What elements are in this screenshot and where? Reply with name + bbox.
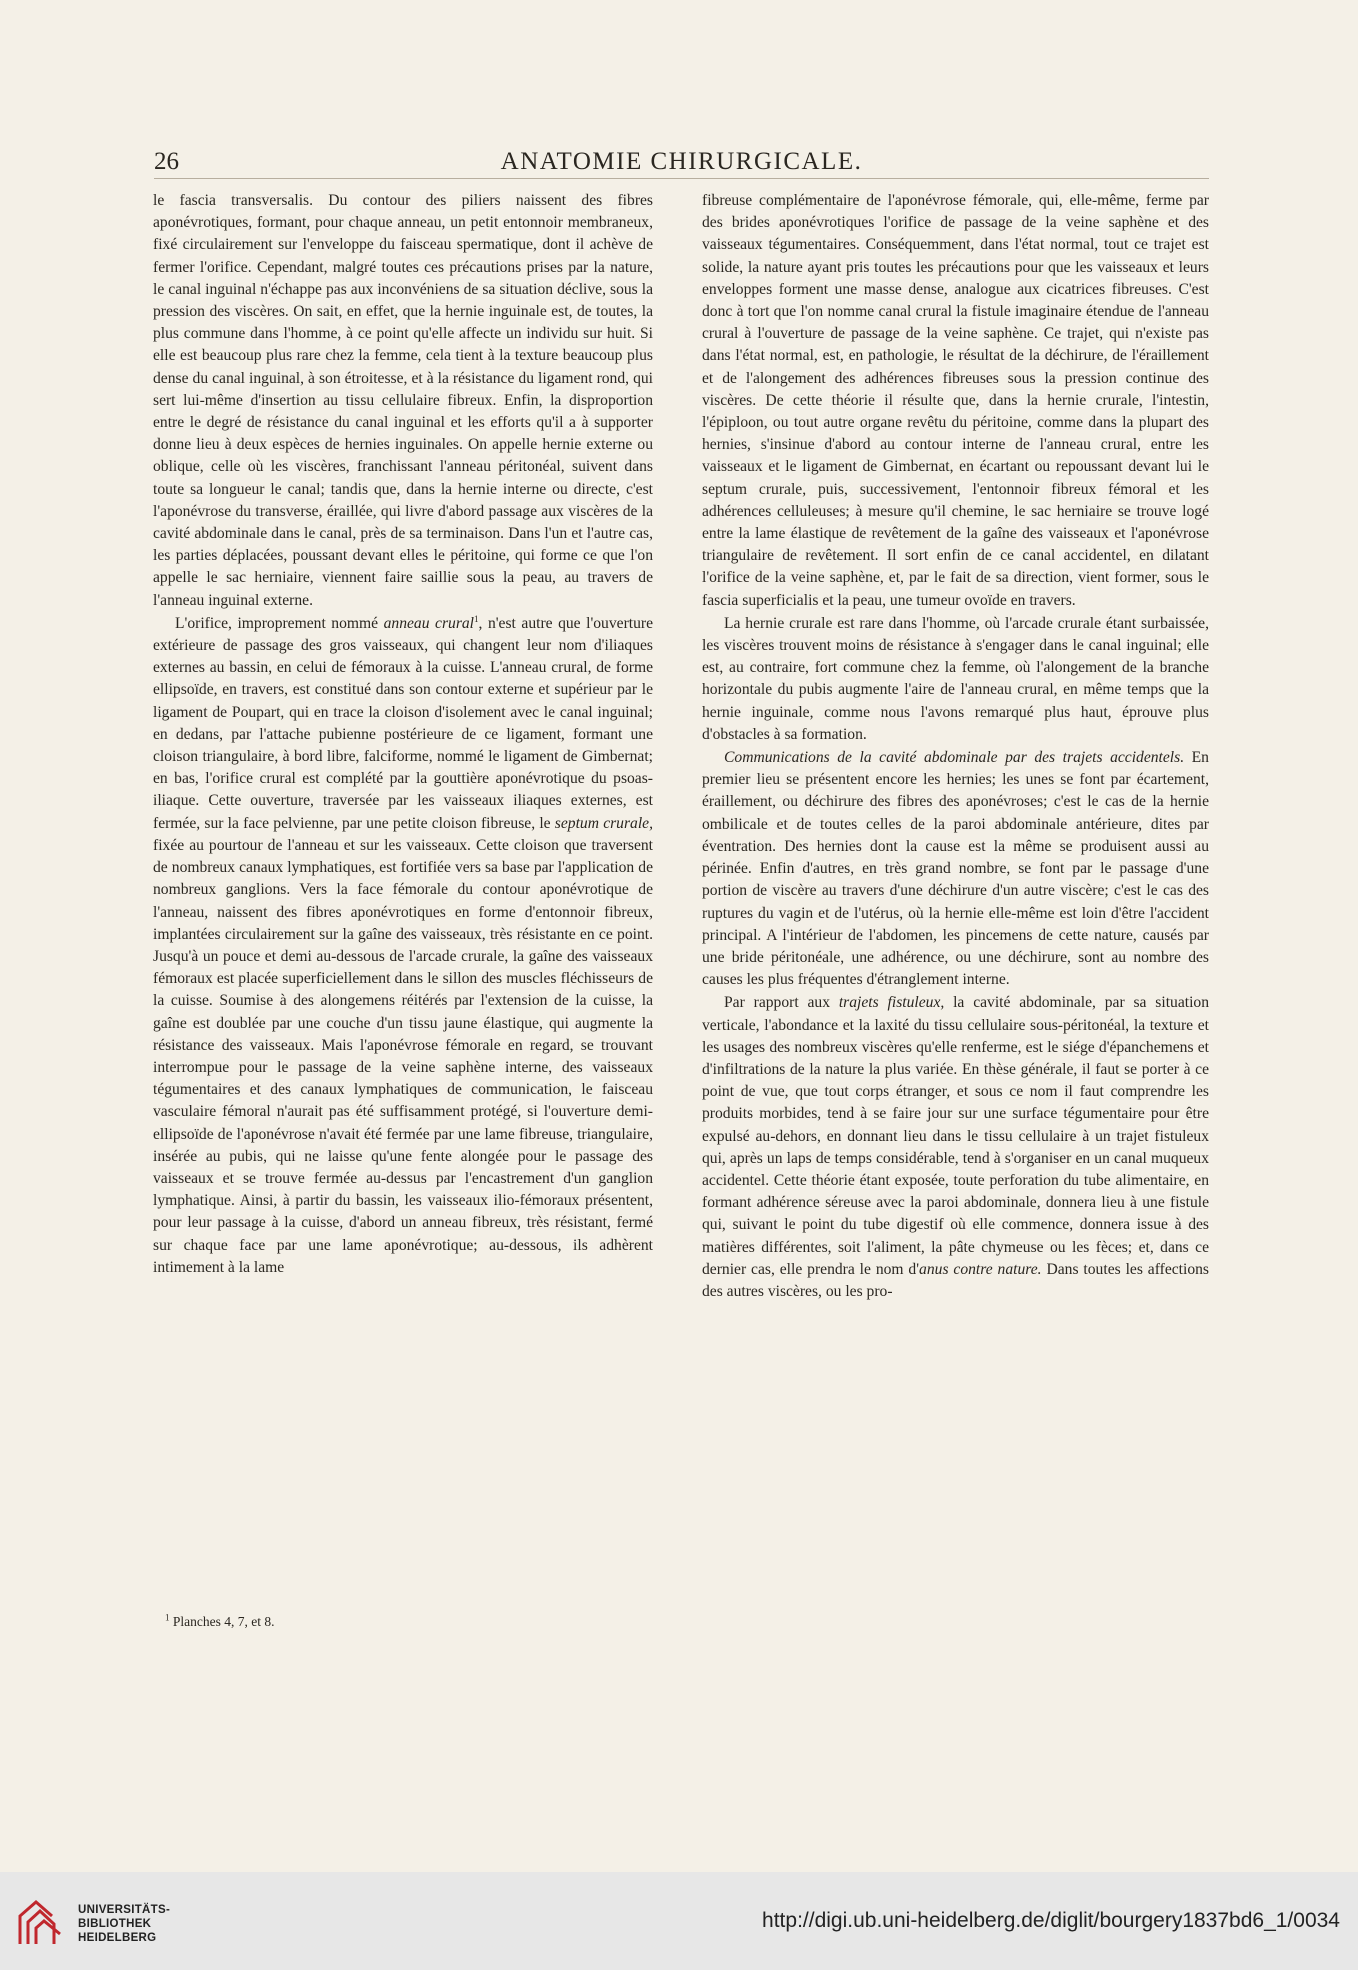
italic-term: anus contre nature. (919, 1260, 1042, 1278)
right-paragraph-2: La hernie crurale est rare dans l'homme, où l'arcade crurale étant surbaissée, les viscères trouvent moins de résistance à s'engager dans le canal inguinal; elle est, au contraire, fort commune chez la femme, où l'alongement de la branche horizontale du pubis augmente l'aire de l'anneau crural, en même temps que la hernie inguinale, comme nous l'avons remarqué plus haut, éprouve plus d'obstacles à sa formation. (702, 614, 1209, 743)
left-column (153, 190, 653, 1279)
source-url-link[interactable]: http://digi.ub.uni-heidelberg.de/diglit/bourgery1837bd6_1/0034 (762, 1909, 1340, 1932)
right-column (702, 190, 1209, 1303)
right-paragraph-4 (702, 992, 1209, 1303)
heidelberg-library-logo-icon[interactable] (14, 1894, 66, 1950)
header-rule (154, 178, 1209, 179)
footnote (165, 1614, 274, 1630)
italic-heading: Communications de la cavité abdominale par des trajets accidentels. (724, 749, 1185, 767)
italic-term: septum crurale, (554, 814, 653, 832)
italic-term: anneau crural (383, 614, 475, 632)
left-paragraph-2 (153, 613, 653, 1279)
text-run: L'orifice, improprement nommé (175, 614, 384, 632)
text-run: la cavité abdominale, par sa situation verticale, l'abondance et la laxité du tissu cellulaire sous-péritonéal, la texture et les usages des nombreux viscères qu'elle renferme, est le siége d'épanchemens et d'infiltrations de la nature la plus variée. En thèse générale, il faut se porter à ce point de vue, que tout corps étranger, et sous ce nom il faut comprendre les produits morbides, tend à se faire jour sur une surface tégumentaire pour être expulsé au-dehors, en donnant lieu dans le tissu cellulaire à un trajet fistuleux qui, après un laps de temps considérable, tend à s'organiser en un canal muqueux accidentel. Cette théorie étant exposée, toute perforation du tube alimentaire, en formant adhérence séreuse avec la paroi abdominale, donnera lieu à une fistule qui, suivant le point du tube digestif où elle commence, donnera issue à des matières différentes, soit l'aliment, la pâte chymeuse ou les fèces; et, dans ce dernier cas, elle prendra le nom d' (702, 994, 1210, 1278)
text-run: fixée au pourtour de l'anneau et sur les vaisseaux. Cette cloison que traversent de nombreux canaux lymphatiques, est fortifiée vers sa base par l'application de nombreux ganglions. Vers la face fémorale du contour aponévrotique de l'anneau, naissent des fibres aponévrotiques en forme d'entonnoir fibreux, implantées circulairement sur la gaîne des vaisseaux, très résistante en ce point. Jusqu'à un pouce et demi au-dessous de l'arcade crurale, la gaîne des vaisseaux fémoraux est placée superficiellement dans le sillon des muscles fléchisseurs de la cuisse. Soumise à des alongemens réitérés par l'extension de la cuisse, la gaîne est doublée par une couche d'un tissu jaune élastique, qui augmente la résistance des vaisseaux. Mais l'aponévrose fémorale en regard, se trouvant interrompue pour le passage de la veine saphène interne, des vaisseaux tégumentaires et des canaux lymphatiques de communication, le faisceau vasculaire fémoral n'aurait pas été suffisamment protégé, si l'ouverture demi-ellipsoïde de l'aponévrose n'avait été fermée par une lame fibreuse, triangulaire, insérée au pubis, qui ne laisse qu'une fente alongée pour le passage des vaisseaux et se trouve fermée au-dessus par l'encastrement d'un ganglion lymphatique. Ainsi, à partir du bassin, les vaisseaux ilio-fémoraux présentent, pour leur passage à la cuisse, d'abord un anneau fibreux, très résistant, fermé sur chaque face par une lame aponévrotique; au-dessous, ils adhèrent intimement à la lame (153, 836, 653, 1276)
left-paragraph-1: le fascia transversalis. Du contour des piliers naissent des fibres aponévrotiques, formant, pour chaque anneau, un petit entonnoir membraneux, fixé circulairement sur l'enveloppe du faisceau spermatique, dont il achève de fermer l'orifice. Cependant, malgré toutes ces précautions prises par la nature, le canal inguinal n'échappe pas aux inconvéniens de sa situation déclive, sous la pression des viscères. On sait, en effet, que la hernie inguinale est, de toutes, la plus commune dans l'homme, à ce point qu'elle affecte un individu sur huit. Si elle est beaucoup plus rare chez la femme, cela tient à la texture beaucoup plus dense du canal inguinal, à son étroitesse, et à la résistance du ligament rond, qui sert lui-même d'insertion au tissu cellulaire fibreux. Enfin, la disproportion entre le degré de résistance du canal inguinal et les efforts qu'il a à supporter donne lieu à deux espèces de hernies inguinales. On appelle hernie externe ou oblique, celle où les viscères, franchissant l'anneau péritonéal, suivent dans toute sa longueur le canal; tandis que, dans la hernie interne ou directe, c'est l'aponévrose du transverse, éraillée, qui livre d'abord passage aux viscères de la cavité abdominale dans le canal, près de sa terminaison. Dans l'un et l'autre cas, les parties déplacées, poussant devant elles le péritoine, qui forme ce que l'on appelle le sac herniaire, viennent faire saillie sous la peau, au travers de l'anneau inguinal externe. (153, 192, 653, 609)
text-run: Par rapport aux (724, 994, 839, 1012)
footnote-marker: 1 (165, 1612, 170, 1623)
footnote-text: Planches 4, 7, et 8. (172, 1614, 275, 1629)
page-number: 26 (154, 148, 179, 175)
library-name[interactable] (78, 1903, 170, 1945)
right-paragraph-3 (702, 747, 1209, 991)
text-run: En premier lieu se présentent encore les hernies; les unes se font par écartement, éraillement, ou déchirure des fibres des aponévroses; c'est le cas de la hernie ombilicale et de toutes celles de la paroi abdominale antérieure, dites par éventration. Des hernies dont la cause est la même se produisent aussi au périnée. Enfin d'autres, en très grand nombre, se font par le passage d'une portion de viscère au travers d'une déchirure d'un autre viscère; c'est le cas des ruptures du vagin et de l'utérus, où la hernie elle-même est loin d'être l'accident principal. A l'intérieur de l'abdomen, les pincemens de cette nature, causés par une bride péritonéale, une adhérence, ou une déchirure, sont au nombre des causes les plus fréquentes d'étranglement interne. (702, 749, 1209, 989)
running-title: ANATOMIE CHIRURGICALE. (500, 148, 863, 175)
right-paragraph-1: fibreuse complémentaire de l'aponévrose fémorale, qui, elle-même, ferme par des brides aponévrotiques l'orifice de passage de la veine saphène et des vaisseaux tégumentaires. Conséquemment, dans l'état normal, tout ce trajet est solide, la nature ayant pris toutes les précautions pour que les vaisseaux et leurs enveloppes forment une masse dense, analogue aux cicatrices fibreuses. C'est donc à tort que l'on nomme canal crural la fistule imaginaire étendue de l'anneau crural à l'ouverture de passage de la veine saphène. Ce trajet, qui n'existe pas dans l'état normal, est, en pathologie, le résultat de la déchirure, de l'éraillement et de l'alongement des adhérences fibreuses sous la pression continue des viscères. De cette théorie il résulte que, dans la hernie crurale, l'intestin, l'épiploon, ou tout autre organe revêtu du péritoine, comme dans la plupart des hernies, s'insinue d'abord au contour interne de l'anneau crural, entre les vaisseaux et le ligament de Gimbernat, en écartant ou repoussant devant lui le septum crurale, puis, successivement, l'entonnoir fibreux fémoral et les adhérences celluleuses; à mesure qu'il chemine, le sac herniaire se trouve logé entre la lame élastique de revêtement de la gaîne des vaisseaux et l'aponévrose triangulaire de revêtement. Il sort enfin de ce canal accidentel, en dilatant l'orifice de la veine saphène, et, par le fait de sa direction, vient former, sous le fascia superficialis et la peau, une tumeur ovoïde en travers. (702, 192, 1209, 609)
library-name-line: UNIVERSITÄTS- (78, 1904, 171, 1916)
italic-term: trajets fistuleux, (838, 994, 945, 1012)
text-run: Dans toutes les affections des autres viscères, ou les pro- (702, 1260, 1209, 1300)
library-name-line: HEIDELBERG (78, 1932, 157, 1944)
text-run: , n'est autre que l'ouverture extérieure de passage des gros vaisseaux, qui changent leur nom d'iliaques externes au bassin, en celui de fémoraux à la cuisse. L'anneau crural, de forme ellipsoïde, en travers, est constitué dans son contour externe et supérieur par le ligament de Poupart, qui en trace la cloison d'isolement avec le canal inguinal; en dedans, par l'attache pubienne postérieure de ce ligament, formant une cloison triangulaire, à bord libre, falciforme, nommé le ligament de Gimbernat; en bas, l'orifice crural est complété par la gouttière aponévrotique du psoas-iliaque. Cette ouverture, traversée par les vaisseaux iliaques externes, est fermée, sur la face pelvienne, par une petite cloison fibreuse, le (153, 614, 654, 832)
viewer-footer (0, 1872, 1358, 1970)
footnote-marker: 1 (474, 613, 479, 624)
library-name-line: BIBLIOTHEK (78, 1918, 152, 1930)
